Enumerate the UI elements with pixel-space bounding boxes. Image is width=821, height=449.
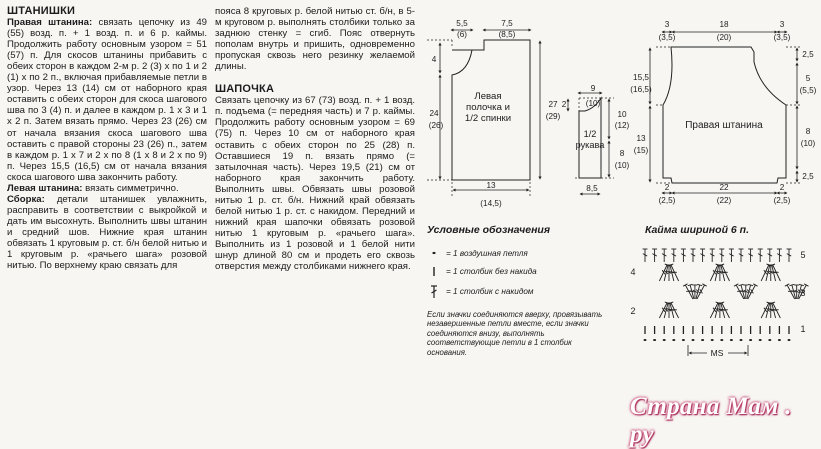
- border-chain-stitch: [672, 339, 675, 341]
- shelf-dim-left1: 4: [432, 55, 437, 64]
- row-number-5: 5: [800, 250, 805, 260]
- left-leg-label: Левая штанина:: [7, 183, 83, 194]
- left-leg-text: вязать симметрично.: [85, 183, 179, 194]
- border-row3-stitch-top: [799, 284, 804, 285]
- row-number-4: 4: [630, 267, 635, 277]
- leg-dim-bottom2: (2,5): [659, 196, 676, 205]
- shelf-dim-top2-alt: (8,5): [499, 30, 516, 39]
- sleeve-dim-right2: (12): [615, 121, 630, 130]
- leg-dim-top5: 3: [780, 20, 785, 29]
- sleeve-dim-left: 2: [562, 100, 567, 109]
- shelf-dim-top1-alt: (6): [457, 30, 467, 39]
- sleeve-dim-top2: (10): [586, 99, 601, 108]
- border-title: Кайма шириной 6 п.: [645, 224, 749, 236]
- border-row3-stitch-top: [697, 284, 702, 285]
- shelf-dim-bottom2: (14,5): [480, 199, 502, 208]
- leg-dim-right6: 2,5: [802, 172, 814, 181]
- sleeve-dim-right3: 8: [620, 149, 625, 158]
- sleeve-label-2: рукава: [576, 140, 606, 150]
- shelf-dim-top2: 7,5: [501, 19, 513, 28]
- leg-dim-top4: (20): [717, 33, 732, 42]
- leg-label: Правая штанина: [685, 120, 763, 131]
- border-chain-stitch: [653, 339, 656, 341]
- hat-heading: ШАПОЧКА: [215, 84, 415, 95]
- row-number-1: 1: [800, 324, 805, 334]
- leg-dim-top3: 18: [719, 20, 729, 29]
- shelf-label-3: 1/2 спинки: [465, 113, 511, 124]
- border-chain-stitch: [768, 339, 771, 341]
- leg-dim-top2: (3,5): [659, 33, 676, 42]
- border-chain-stitch: [778, 339, 781, 341]
- legend-double: = 1 столбик с накидом: [446, 287, 534, 297]
- legend-symbols: [431, 252, 437, 298]
- border-chain-stitch: [701, 339, 704, 341]
- sleeve-dim-bottom: 8,5: [586, 184, 598, 193]
- pants-heading: ШТАНИШКИ: [7, 6, 207, 17]
- border-chain-stitch: [740, 339, 743, 341]
- shelf-dim-left3: (26): [429, 121, 444, 130]
- border-row3-stitch-top: [748, 284, 753, 285]
- border-row3-stitch-top: [789, 284, 794, 285]
- shelf-dim-bottom1: 13: [486, 181, 496, 190]
- assembly-label: Сборка:: [7, 194, 45, 205]
- legend-title: Условные обозначения: [427, 224, 550, 236]
- legend-note: Если значки соединяются вверху, провязывать незавершенные петли вместе, если значки соединяются внизу, выполнять соответствующие петли в 1 столбик основания.: [427, 310, 607, 357]
- border-chain-stitch: [644, 339, 647, 341]
- border-chain-stitch: [692, 339, 695, 341]
- shelf-dim-top1: 5,5: [456, 19, 468, 28]
- assembly-text: детали штанишек увлажнить, расправить в соответствии с выкройкой и дать им высохнуть. Выполнить швы штанин и средний шов. Нижние края штанин обвязать 1 круговым р. ст. б/н белой нитью и 1 круговым р. «рачьего шага» розовой нитью. По верхнему краю связать для: [7, 194, 207, 271]
- leg-dim-top1: 3: [665, 20, 670, 29]
- repeat-label: MS: [711, 348, 724, 358]
- leg-schematic: [650, 32, 800, 193]
- leg-outline: [663, 47, 786, 183]
- waist-continuation: пояса 8 круговых р. белой нитью ст. б/н, в 5-м круговом р. выполнять столбики только за заднюю стенку = сгиб. Пояс отвернуть пополам внутрь и пришить, одновременно пропуская сквозь него резинку желаемой длины.: [215, 6, 415, 72]
- leg-dim-right2: 5: [806, 74, 811, 83]
- leg-dim-right4: 8: [806, 127, 811, 136]
- row-number-3: 3: [800, 288, 805, 298]
- shelf-label-2: полочка и: [466, 102, 510, 113]
- border-row3-stitch-top: [739, 284, 744, 285]
- right-leg-label: Правая штанина:: [7, 17, 92, 28]
- sleeve-dim-top1: 9: [591, 84, 596, 93]
- leg-dim-left4: (15): [634, 146, 649, 155]
- leg-dim-right5: (10): [801, 139, 816, 148]
- shelf-dim-right2: (29): [546, 112, 561, 121]
- sleeve-dim-right4: (10): [615, 161, 630, 170]
- row-number-2: 2: [630, 306, 635, 316]
- border-chain-stitch: [720, 339, 723, 341]
- watermark-logo: Страна Мам . ру: [630, 393, 821, 449]
- chain-stitch-icon: [432, 252, 435, 254]
- double-crochet-icon: [431, 286, 437, 298]
- legend-chain: = 1 воздушная петля: [446, 249, 528, 259]
- legend-single: = 1 столбик без накида: [446, 267, 537, 277]
- leg-dim-bottom3: 22: [719, 183, 729, 192]
- border-chain-stitch: [759, 339, 762, 341]
- border-chain-stitch: [788, 339, 791, 341]
- sleeve-dim-right1: 10: [617, 110, 627, 119]
- leg-dim-top6: (3,5): [774, 33, 791, 42]
- leg-dim-bottom1: 2: [665, 183, 670, 192]
- border-chain-stitch: [663, 339, 666, 341]
- leg-dim-right1: 2,5: [802, 50, 814, 59]
- border-chain-stitch: [730, 339, 733, 341]
- border-chart: [643, 249, 809, 341]
- shelf-dim-left2: 24: [429, 109, 439, 118]
- leg-dim-bottom5: 2: [780, 183, 785, 192]
- leg-dim-left3: 13: [636, 134, 646, 143]
- border-row3-stitch-top: [688, 284, 693, 285]
- hat-text: Связать цепочку из 67 (73) возд. п. + 1 возд. п. подъема (= передняя часть) и 7 р. каймы. Продолжить работу основным узором = 69 (75) п. Через 10 см от наборного края оставить с обеих сторон по 25 (28) п. Оставшиеся 19 п. вязать прямо (= затылочная часть). Через 19,5 (21) см от наборного края закончить работу. Выполнить швы. Обвязать швы розовой нитью 1 р. ст. б/н. Нижний край обвязать белой нитью 1 р. ст. с накидом. Передний и нижний края шапочки обвязать розовой нитью 1 круговым р. «рачьего шага». Выполнить из 1 розовой и 1 белой нити шнур длиной 80 см и продеть его сквозь отверстия между столбиками нижнего края.: [215, 95, 415, 272]
- leg-dim-left1: 15,5: [633, 73, 649, 82]
- leg-dim-bottom6: (2,5): [774, 196, 791, 205]
- leg-dim-bottom4: (22): [717, 196, 732, 205]
- border-chain-stitch: [711, 339, 714, 341]
- border-chain-stitch: [682, 339, 685, 341]
- border-chain-stitch: [749, 339, 752, 341]
- leg-dim-left2: (16,5): [630, 85, 652, 94]
- leg-dim-right3: (5,5): [800, 86, 817, 95]
- shelf-dim-right1: 27: [548, 100, 558, 109]
- right-leg-text: связать цепочку из 49 (55) возд. п. + 1 возд. п. и 6 р. каймы. Продолжить работу основным узором = 51 (57) п. Для скосов штанины прибавить с обеих сторон в каждом 2-м р. 2 (3) х по 1 и 2 (1) х по 2 п., включая прибавляемые петли в узор. Через 13 (14) см от наборного края оставить с обеих сторон для скоса шагового шва по 3 (4) п. и далее в каждом р. 1 х 3 и 1 х 2 п. Затем вязать прямо. Через 23 (26) см от начала вязания скоса шагового шва оставить с правой стороны 23 (26) п., затем в каждом р. 1 х 7 и 2 х по 8 (1 х 8 и 2 х по 9) п. Через 15,5 (16,5) см от начала вязания скоса шагового шва закончить работу.: [7, 17, 207, 183]
- sleeve-label-1: 1/2: [584, 129, 597, 139]
- shelf-label-1: Левая: [474, 91, 501, 102]
